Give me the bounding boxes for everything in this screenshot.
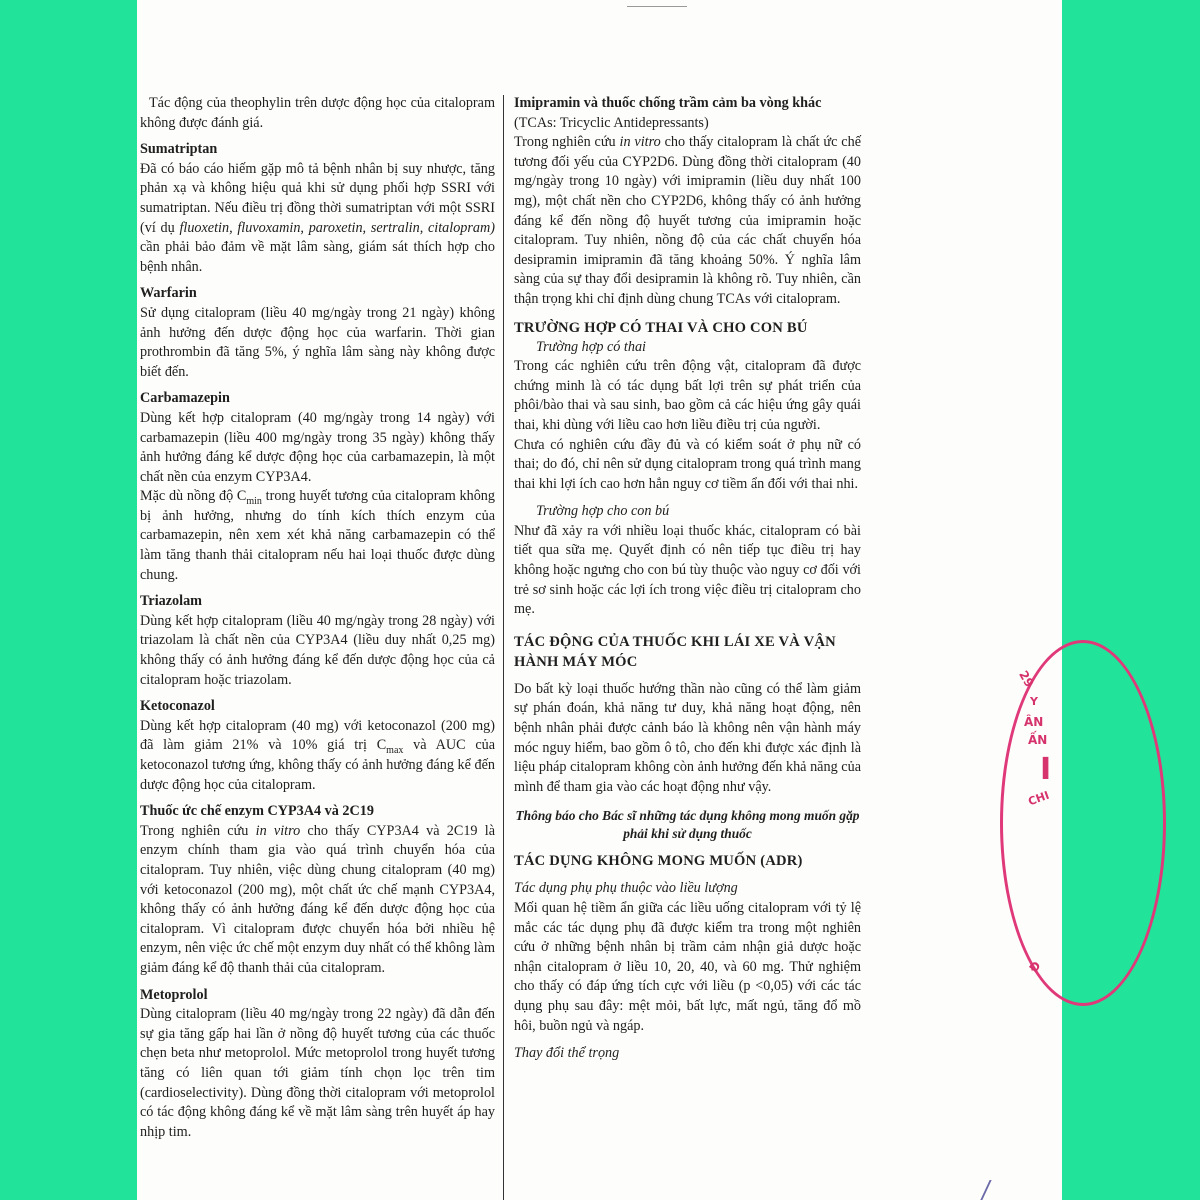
metoprolol-body: Dùng citalopram (liều 40 mg/ngày trong 22 ngày) đã dẫn đến sự gia tăng gấp hai lần ở nồng độ huyết tương của các thuốc chẹn beta như metoprolol. Mức metoprolol trong huyết tương tăng có liên quan tới giảm tính chọn lọc trên tim (cardioselectivity). Dùng đồng thời citalopram với metoprolol có tác động không đáng kể về mặt lâm sàng trên huyết áp hay nhịp tim. bbox=[140, 1006, 495, 1140]
theophylin-note: Tác động của theophylin trên dược động học của citalopram không được đánh giá. bbox=[140, 95, 495, 131]
carbamazepin-body: Dùng kết hợp citalopram (40 mg/ngày trong 14 ngày) với carbamazepin (liều 400 mg/ngày trong 35 ngày) không thấy ảnh hưởng đáng kể dược động học của carbamazepin, là một chất nền của enzym CYP3A4. bbox=[140, 409, 495, 485]
triazolam-heading: Triazolam bbox=[140, 593, 202, 610]
adr-heading: TÁC DỤNG KHÔNG MONG MUỐN (ADR) bbox=[514, 853, 803, 870]
stamp-text-3: ÂN bbox=[1024, 715, 1044, 729]
red-stamp bbox=[1000, 640, 1166, 1006]
sumatriptan-heading: Sumatriptan bbox=[140, 141, 218, 158]
stamp-text-7: Đ bbox=[1026, 958, 1044, 976]
cyp-inhibitor-heading: Thuốc ức chế enzym CYP3A4 và 2C19 bbox=[140, 803, 374, 820]
imipramin-subheading: (TCAs: Tricyclic Antidepressants) bbox=[514, 114, 709, 131]
dose-dependent-subheading: Tác dụng phụ phụ thuộc vào liều lượng bbox=[514, 880, 738, 897]
stamp-text-1: 29 bbox=[1016, 668, 1037, 690]
stamp-text-4: ẤN bbox=[1028, 733, 1048, 747]
driving-body: Do bất kỳ loại thuốc hướng thần nào cũng có thể làm giảm sự phán đoán, khả năng tư duy, khả năng hoạt động, nên bệnh nhân phải được cảnh báo là không nên vận hành máy móc nguy hiểm, bao gồm ô tô, cho đến khi được xác định là liệu pháp citalopram không còn ảnh hưởng đến khả năng của mình để tham gia vào các hoạt động như vậy. bbox=[514, 680, 861, 795]
pregnancy-heading: TRƯỜNG HỢP CÓ THAI VÀ CHO CON BÚ bbox=[514, 319, 808, 336]
carbamazepin-body-2: Mặc dù nồng độ $C_{min}$ trong huyết tương của citalopram không bị ảnh hưởng, nhưng do tính kích thích enzym của carbamazepin, nên xem xét khả năng carbamazepin có thể làm tăng thanh thải citalopram nếu hai loại thuốc được dùng chung. bbox=[140, 488, 495, 583]
warfarin-heading: Warfarin bbox=[140, 285, 197, 302]
breastfeeding-subheading: Trường hợp cho con bú bbox=[536, 503, 670, 520]
stamp-text-2: Y bbox=[1030, 695, 1038, 708]
driving-heading: TÁC ĐỘNG CỦA THUỐC KHI LÁI XE VÀ VẬN HÀNH MÁY MÓC bbox=[514, 633, 836, 670]
stamp-text-6: CHI bbox=[1026, 788, 1051, 809]
pregnancy-body-2: Chưa có nghiên cứu đầy đủ và có kiểm soát ở phụ nữ có thai; do đó, chỉ nên sử dụng citalopram trong quá trình mang thai khi lợi ích cao hơn hẳn nguy cơ tiềm ẩn đối với thai nhi. bbox=[514, 436, 861, 492]
warfarin-body: Sử dụng citalopram (liều 40 mg/ngày trong 21 ngày) không ảnh hưởng đến dược động học của warfarin. Thời gian prothrombin đã tăng 5%, ý nghĩa lâm sàng này không được biết đến. bbox=[140, 304, 495, 380]
dose-dependent-body: Mối quan hệ tiềm ẩn giữa các liều uống citalopram với tỷ lệ mắc các tác dụng phụ đã được kiểm tra trong một nghiên cứu ở những bệnh nhân bị trầm cảm nhận giả dược hoặc nhận citalopram ở liều 10, 20, 40, và 60 mg. Thử nghiệm cho thấy có đáp ứng tích cực với liều (p <0,05) với các tác dụng phụ sau đây: mệt mỏi, bất lực, mất ngủ, tăng đổ mồ hôi, buồn ngủ và ngáp. bbox=[514, 900, 861, 1034]
ketoconazol-body: Dùng kết hợp citalopram (40 mg) với ketoconazol (200 mg) đã làm giảm 21% và 10% giá trị $C_{max}$ và AUC của ketoconazol tương ứng, không thấy có ảnh hưởng đáng kể đến dược động học của citalopram. bbox=[140, 717, 496, 793]
metoprolol-heading: Metoprolol bbox=[140, 986, 208, 1003]
carbamazepin-heading: Carbamazepin bbox=[140, 390, 230, 407]
breastfeeding-body: Như đã xảy ra với nhiều loại thuốc khác, citalopram có bài tiết qua sữa mẹ. Quyết định có nên tiếp tục điều trị hay không hoặc ngưng cho con bú tùy thuộc vào nguy cơ đối với trẻ sơ sinh hoặc các lợi ích trong việc điều trị citalopram cho mẹ. bbox=[514, 522, 861, 618]
weight-change-subheading: Thay đổi thể trọng bbox=[514, 1045, 620, 1062]
pregnancy-body-1: Trong các nghiên cứu trên động vật, citalopram đã được chứng minh là có tác dụng bất lợi trên sự phát triển của phôi/bào thai và sau sinh, bao gồm cả các hiệu ứng gây quái thai, khi dùng với liều cao hơn liều điều trị của người. bbox=[514, 358, 861, 433]
sumatriptan-body: Đã có báo cáo hiếm gặp mô tả bệnh nhân bị suy nhược, tăng phản xạ và không hiệu quả khi sử dụng phối hợp SSRI với sumatriptan. Nếu điều trị đồng thời sumatriptan với một SSRI (ví dụ fluoxetin, fluvoxamin, paroxetin, sertralin, citalopram) cần phải bảo đảm về mặt lâm sàng, giám sát thích hợp cho bệnh nhân. bbox=[140, 160, 495, 275]
cyp-inhibitor-body: Trong nghiên cứu in vitro cho thấy CYP3A4 và 2C19 là enzym chính tham gia vào quá trình chuyển hóa của citalopram. Tuy nhiên, việc dùng chung citalopram (40 mg) với ketoconazol (200 mg), một chất ức chế mạnh CYP3A4, không thấy có ảnh hưởng đáng kể đến dược động học của citalopram. Vì citalopram được chuyển hóa bởi nhiều hệ enzym, nên việc ức chế một enzym duy nhất có thể không làm giảm đáng kể độ thanh thải của citalopram. bbox=[140, 822, 495, 976]
left-column bbox=[140, 94, 495, 1142]
imipramin-heading: Imipramin và thuốc chống trầm cảm ba vòng khác bbox=[514, 95, 822, 111]
ketoconazol-heading: Ketoconazol bbox=[140, 698, 215, 715]
triazolam-body: Dùng kết hợp citalopram (liều 40 mg/ngày trong 28 ngày) với triazolam là chất nền của CYP3A4 (liều duy nhất 0,25 mg) không thấy có ảnh hưởng đáng kể đến dược động học của cả citalopram hoặc triazolam. bbox=[140, 612, 495, 688]
imipramin-body: Trong nghiên cứu in vitro cho thấy citalopram là chất ức chế tương đối yếu của CYP2D6. Dùng đồng thời citalopram (40 mg/ngày trong 10 ngày) với imipramin (liều duy nhất 100 mg), một chất nền cho CYP2D6, không thấy có ảnh hưởng đáng kể đến nồng độ huyết tương của imipramin hoặc citalopram. Tuy nhiên, nồng độ của các chất chuyển hóa desipramin imipramin đã tăng khoảng 50%. Ý nghĩa lâm sàng của sự thay đổi desipramin là không rõ. Tuy nhiên, cần thận trọng khi chỉ định dùng chung TCAs với citalopram. bbox=[514, 134, 861, 307]
page-top-mark bbox=[627, 0, 687, 7]
right-column bbox=[514, 94, 861, 1064]
column-divider bbox=[503, 95, 504, 1200]
adr-notice: Thông báo cho Bác sĩ những tác dụng không mong muốn gặp phải khi sử dụng thuốc bbox=[515, 808, 860, 842]
pregnancy-subheading: Trường hợp có thai bbox=[536, 338, 646, 355]
stamp-text-5: I bbox=[1040, 752, 1052, 787]
